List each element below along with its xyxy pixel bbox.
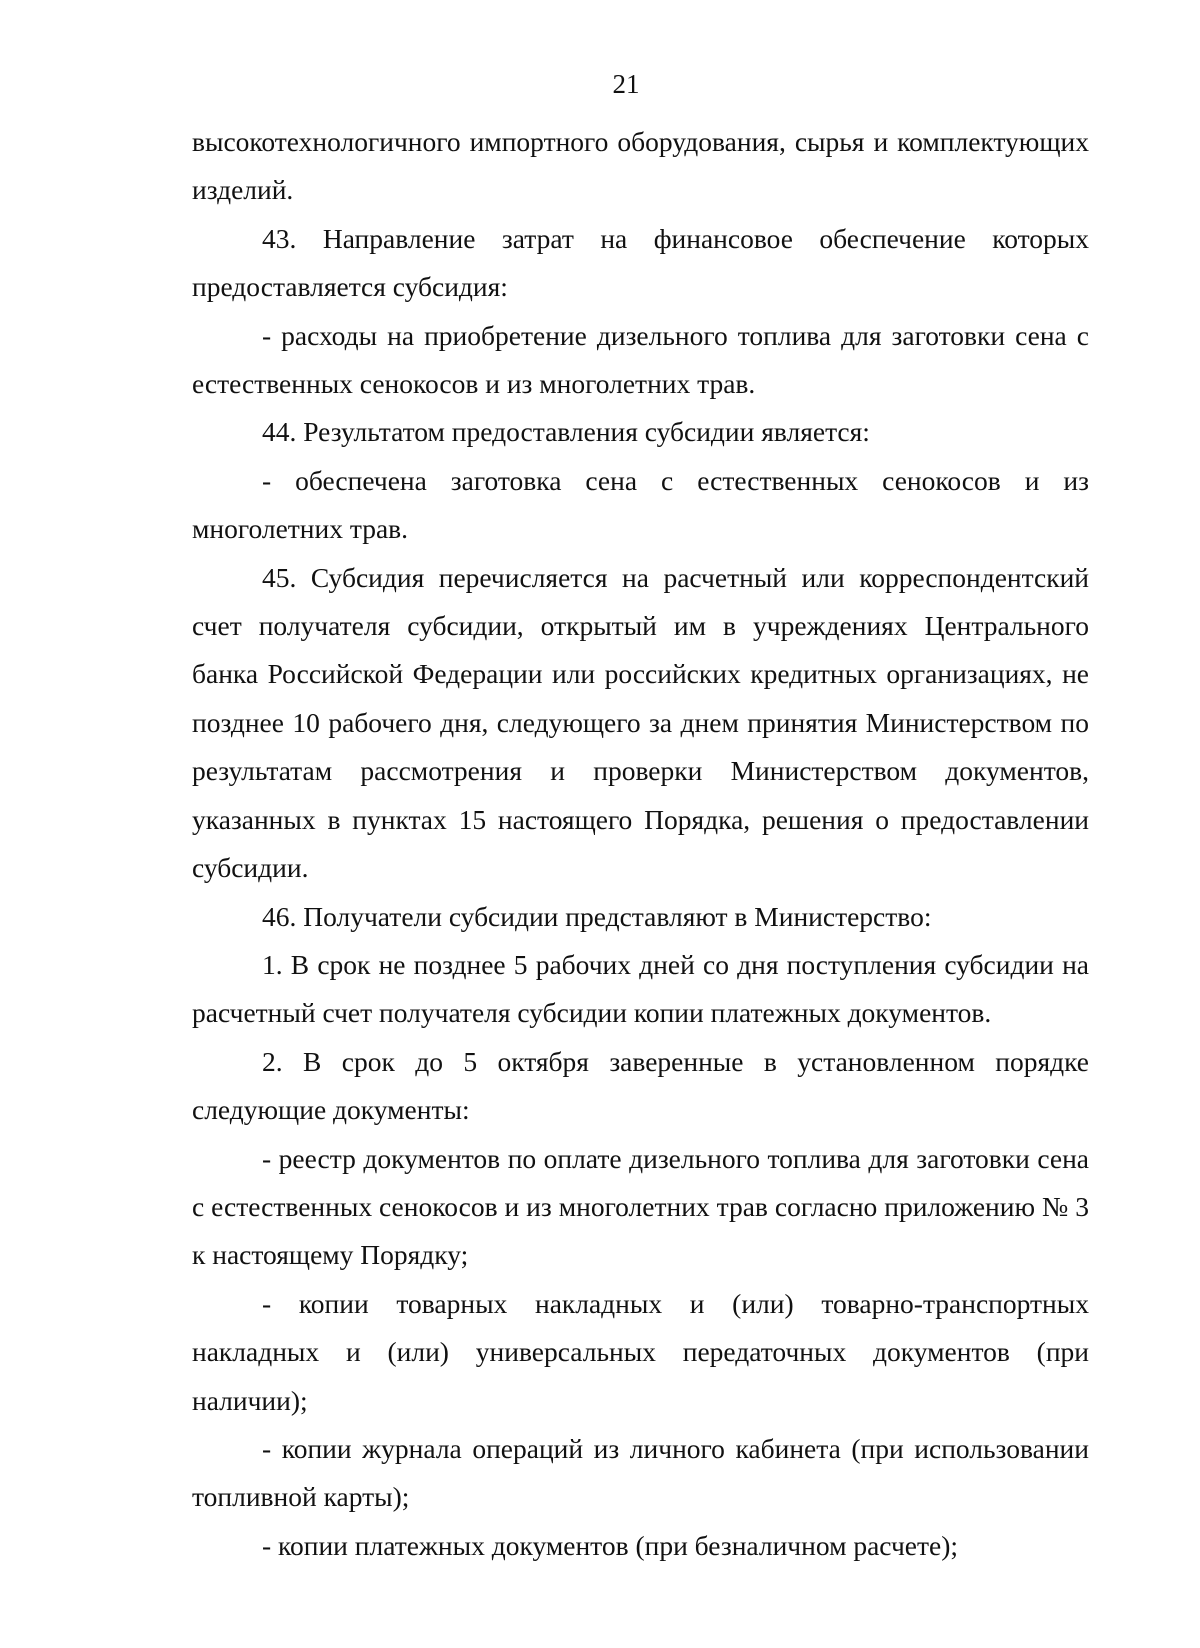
paragraph-45: 45. Субсидия перечисляется на расчетный или корреспондентский счет получателя субсидии, открытый им в учреждениях Центрального банка Российской Федерации или российских кредитных организациях, не позднее 10 рабочего дня, следующего за днем принятия Министерством по результатам рассмотрения и проверки Министерством документов, указанных в пунктах 15 настоящего Порядка, решения о предоставлении субсидии. bbox=[192, 561, 1089, 884]
list-item-waybills: - копии товарных накладных и (или) товарно-транспортных накладных и (или) универсальных передаточных документов (при наличии); bbox=[192, 1287, 1089, 1416]
paragraph-continuation: высокотехнологичного импортного оборудования, сырья и комплектующих изделий. bbox=[192, 126, 1089, 206]
paragraph-43: 43. Направление затрат на финансовое обеспечение которых предоставляется субсидия: bbox=[192, 222, 1089, 303]
page-number: 21 bbox=[612, 69, 640, 99]
list-item-payment-docs: - копии платежных документов (при безналичном расчете); bbox=[262, 1529, 959, 1561]
list-item-journal: - копии журнала операций из личного кабинета (при использовании топливной карты); bbox=[192, 1432, 1089, 1513]
paragraph-43-item: - расходы на приобретение дизельного топлива для заготовки сена с естественных сенокосов и из многолетних трав. bbox=[192, 319, 1089, 400]
paragraph-46: 46. Получатели субсидии представляют в Министерство: bbox=[262, 900, 932, 932]
list-item-registry: - реестр документов по оплате дизельного топлива для заготовки сена с естественных сенокосов и из многолетних трав согласно приложению № 3 к настоящему Порядку; bbox=[192, 1142, 1089, 1271]
paragraph-44: 44. Результатом предоставления субсидии является: bbox=[262, 416, 870, 448]
paragraph-44-item: - обеспечена заготовка сена с естественных сенокосов и из многолетних трав. bbox=[192, 464, 1089, 545]
paragraph-46-item-2: 2. В срок до 5 октября заверенные в установленном порядке следующие документы: bbox=[192, 1045, 1089, 1126]
document-body bbox=[192, 118, 1089, 1570]
paragraph-46-item-1: 1. В срок не позднее 5 рабочих дней со дня поступления субсидии на расчетный счет получателя субсидии копии платежных документов. bbox=[192, 948, 1089, 1029]
